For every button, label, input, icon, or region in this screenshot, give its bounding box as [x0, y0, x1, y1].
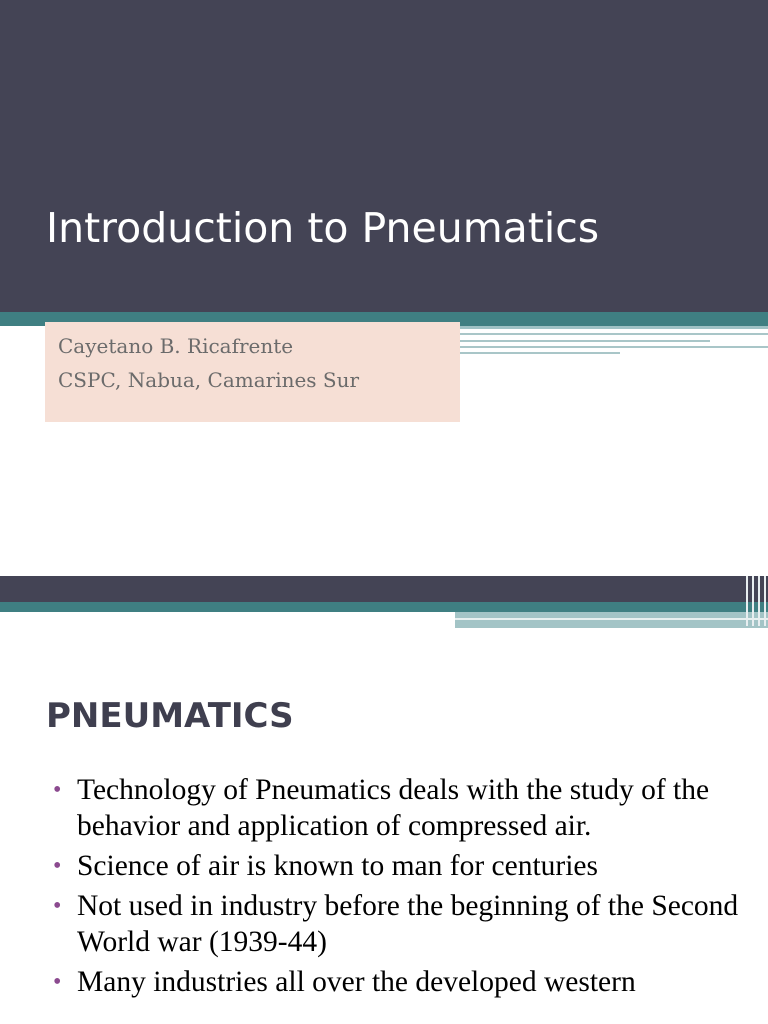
accent-stripe	[460, 340, 710, 342]
bullet-text: Not used in industry before the beginning of the Second World war (1939-44)	[77, 890, 739, 958]
author-name: Cayetano B. Ricafrente	[58, 334, 294, 358]
accent-stripe	[460, 333, 768, 335]
accent-tick	[752, 576, 754, 626]
subtitle-box	[45, 322, 460, 422]
bullet-dot-icon: •	[53, 969, 62, 995]
accent-tick	[758, 576, 760, 626]
content-slide	[0, 576, 768, 1024]
title-header-band	[0, 0, 768, 312]
bullet-list	[50, 772, 740, 1004]
content-header-band	[0, 576, 768, 602]
bullet-item	[50, 888, 740, 960]
accent-tick	[764, 576, 766, 626]
accent-stripe	[455, 618, 768, 620]
bullet-text: Technology of Pneumatics deals with the study of the behavior and application of compressed air.	[77, 774, 710, 842]
bullet-item	[50, 964, 740, 1000]
bullet-item	[50, 772, 740, 844]
bullet-dot-icon: •	[53, 853, 62, 879]
light-accent-line	[455, 326, 768, 329]
bullet-text: Science of air is known to man for centuries	[77, 850, 599, 882]
bullet-text: Many industries all over the developed western	[77, 966, 636, 998]
slide-heading: PNEUMATICS	[46, 696, 294, 736]
bullet-item	[50, 848, 740, 884]
author-institution: CSPC, Nabua, Camarines Sur	[58, 368, 360, 392]
accent-stripe	[460, 346, 768, 348]
light-accent-band	[455, 612, 768, 628]
accent-stripe	[460, 352, 620, 354]
bullet-dot-icon: •	[53, 777, 62, 803]
bullet-dot-icon: •	[53, 893, 62, 919]
teal-accent-band	[0, 602, 768, 612]
accent-tick	[746, 576, 748, 626]
slide-title: Introduction to Pneumatics	[46, 204, 600, 252]
